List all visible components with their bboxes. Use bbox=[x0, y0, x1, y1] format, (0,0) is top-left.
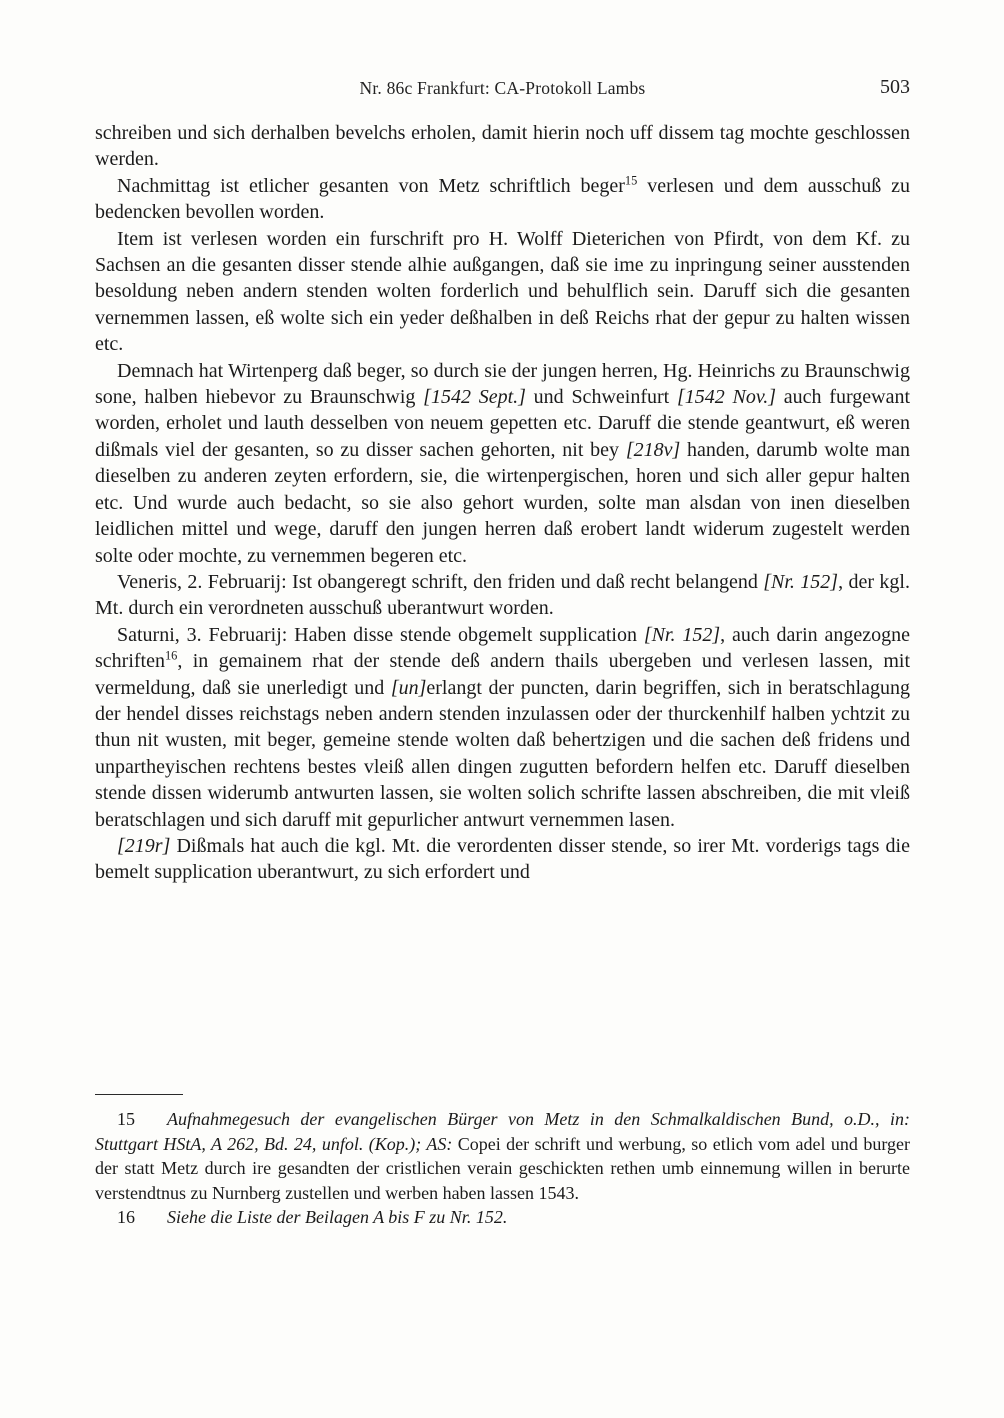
text-run: Demnach hat Wirtenperg daß beger, so durch sie der jungen herren, Hg. Heinrichs zu Braunschwig sone, halben hiebevor zu Braunschwig bbox=[95, 359, 910, 409]
paragraph-7 bbox=[95, 833, 910, 886]
footnote-reference: 16 bbox=[164, 648, 178, 663]
text-run: , der kgl. Mt. durch ein verordneten ausschuß uberantwurt worden. bbox=[95, 570, 910, 620]
footnote-text bbox=[95, 1109, 910, 1203]
footnote-16 bbox=[95, 1205, 910, 1230]
paragraph-2 bbox=[95, 173, 910, 226]
footnote-text bbox=[167, 1207, 507, 1227]
text-run: schreiben und sich derhalben bevelchs erholen, damit hierin noch uff dissem tag mochte geschlossen werden. bbox=[95, 122, 910, 171]
italic-run: Siehe die Liste der Beilagen A bis F zu Nr. 152. bbox=[167, 1207, 508, 1228]
text-run: auch furgewant worden, erholet und lauth desselben von neuem gepetten etc. Daruff die stende geantwurt, eß weren dißmals viel der gesanten, so zu disser sachen gehorten, nit bey bbox=[95, 386, 910, 461]
footnote-15 bbox=[95, 1107, 910, 1205]
page-header bbox=[95, 78, 910, 104]
italic-run: [Nr. 152] bbox=[763, 570, 839, 593]
paragraph-4 bbox=[95, 358, 910, 569]
paragraph-1 bbox=[95, 120, 910, 173]
page-number: 503 bbox=[880, 76, 910, 98]
italic-run: [un] bbox=[390, 676, 427, 699]
text-run: verlesen und dem ausschuß zu bedencken bevollen worden. bbox=[95, 174, 910, 224]
footnote-separator-rule bbox=[95, 1094, 183, 1095]
paragraph-3 bbox=[95, 226, 910, 358]
text-run: erlangt der puncten, darin begriffen, sich in beratschlagung der hendel disses reichstags neben andern stenden inzulassen oder der thurckenhilf halben ychtzit zu thun nit wusten, mit beger, gemeine stende wolten daß behertzigen und die sachen deß fridens und unpartheyischen rechtens bestes vleiß allen dingen zugutten befordern helfen etc. Daruff dieselben stende dissen widerumb antwurten lassen, sie wolten solich schrifte lassen abschreiben, die mit vleiß beratschlagen und sich daruff mit gepurlicher antwurt vernemmen lasen. bbox=[95, 676, 910, 831]
text-run: Veneris, 2. Februarij: Ist obangeregt schrift, den friden und daß recht belangend bbox=[117, 570, 764, 593]
italic-run: [1542 Nov.] bbox=[676, 386, 777, 409]
text-run: Item ist verlesen worden ein furschrift pro H. Wolff Dieterichen von Pfirdt, von dem Kf. zu Sachsen an die gesanten disser stende alhie außgangen, daß sie ime zu inpringung seiner ausstenden besoldung neben andern stenden wolten forderlich und behulflich sein. Daruff sich die gesanten vernemmen lassen, eß wolte sich ein yeder deßhalben in deß Reichs rhat der gepur zu halten wissen etc. bbox=[95, 227, 910, 356]
body-text bbox=[95, 120, 910, 886]
italic-run: [1542 Sept.] bbox=[423, 386, 526, 409]
footnotes-section bbox=[95, 1094, 910, 1230]
italic-run: [218v] bbox=[625, 438, 681, 461]
text-run: handen, darumb wolte man dieselben zu anderen zeyten erfordern, sie, die wirtenpergischen, horen und sich aller gepur halten etc. Und wurde auch bedacht, so sie also gehort wurden, solte man alsdan von inen dieselben leidlichen mittel und wege, daruff den jungen herren daß erobert landt widerum zugestelt werden solte oder mochte, zu vernemmen begeren etc. bbox=[95, 438, 910, 567]
paragraph-5 bbox=[95, 569, 910, 622]
italic-run: Aufnahmegesuch der evangelischen Bürger von Metz in den Schmalkaldischen Bund, o.D., in: Stuttgart HStA, A 262, Bd. 24, unfol. (Kop.); AS: bbox=[95, 1109, 910, 1154]
footnote-reference: 15 bbox=[624, 173, 638, 188]
text-run: Dißmals hat auch die kgl. Mt. die verordenten disser stende, so irer Mt. vorderigs tags die bemelt supplication uberantwurt, zu sich erfordert und bbox=[95, 834, 910, 884]
italic-run: [219r] bbox=[117, 834, 171, 857]
italic-run: [Nr. 152] bbox=[643, 623, 721, 646]
text-run: , auch darin angezogne schriften bbox=[95, 623, 910, 673]
running-title: Nr. 86c Frankfurt: CA-Protokoll Lambs bbox=[359, 78, 646, 98]
text-run: Saturni, 3. Februarij: Haben disse stende obgemelt supplication bbox=[117, 623, 644, 646]
footnote-number: 15 bbox=[117, 1109, 135, 1129]
text-run: Nachmittag ist etlicher gesanten von Metz schriftlich beger bbox=[117, 174, 625, 197]
paragraph-6 bbox=[95, 622, 910, 833]
text-run: Copei der schrift und werbung, so etlich vom adel und burger der statt Metz durch ire gesandten der cristlichen verain geschickten rethen umb einnemung willen in berurte verstendtnus zu Nurnberg zustellen und werben haben lassen 1543. bbox=[95, 1133, 911, 1203]
footnote-number: 16 bbox=[117, 1207, 135, 1228]
text-run: und Schweinfurt bbox=[525, 386, 677, 409]
text-run: , in gemainem rhat der stende deß andern thails ubergeben und verlesen lassen, mit vermeldung, daß sie unerledigt und bbox=[95, 650, 910, 699]
